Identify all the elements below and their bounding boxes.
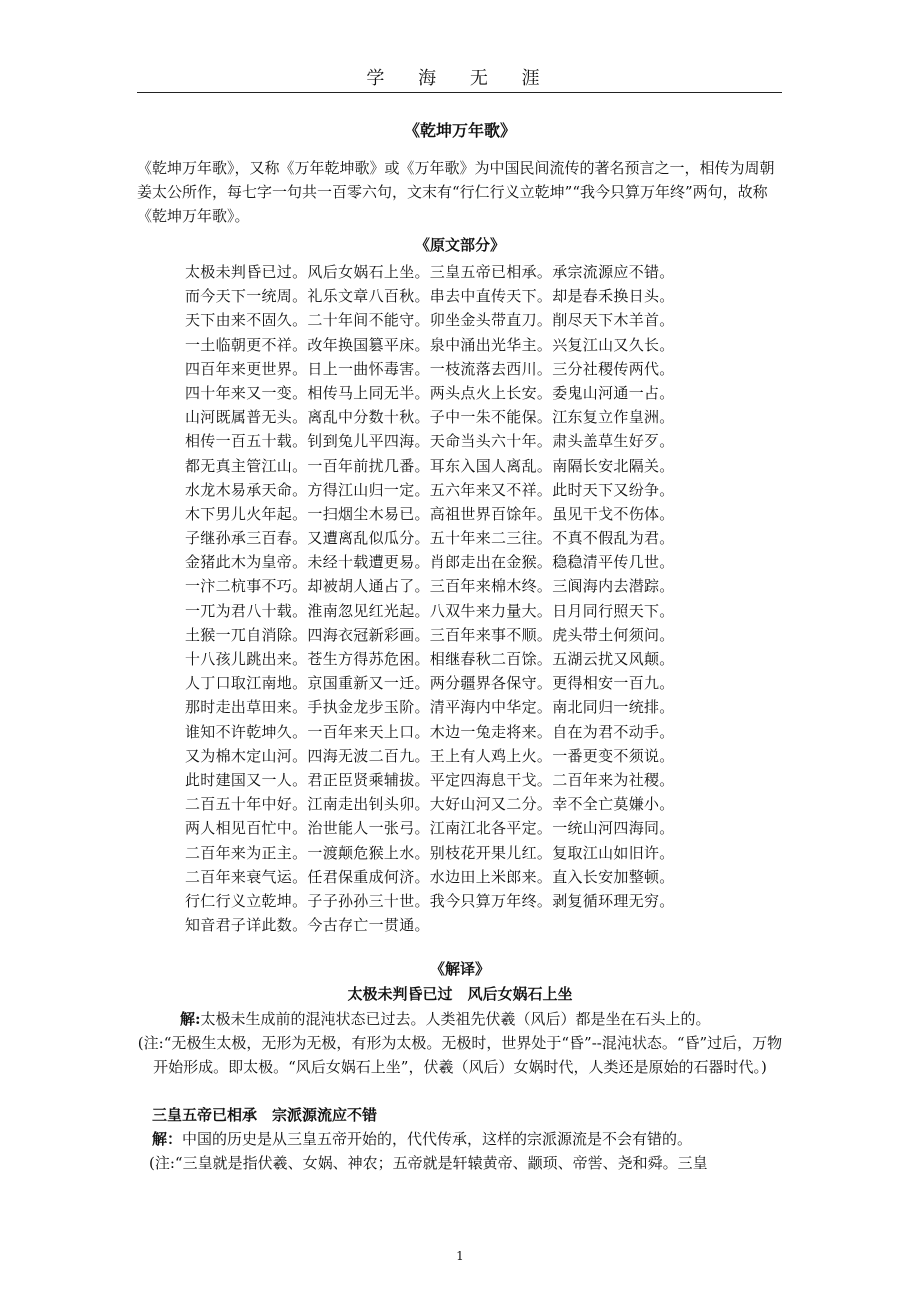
poem-line: 此时建国又一人。君正臣贤乘辅拔。平定四海息干戈。二百年来为社稷。: [185, 770, 675, 789]
poem-line: 金猪此木为皇帝。未经十载遭更易。肖郎走出在金猴。稳稳清平传几世。: [185, 553, 675, 572]
header-rule: [137, 92, 782, 93]
poem-line: 二百五十年中好。江南走出钊头卯。大好山河又二分。幸不全亡莫嫌小。: [185, 795, 675, 814]
poem-line: 二百年来衰气运。任君保重成何济。水边田上米郎来。直入长安加整顿。: [185, 867, 675, 886]
poem-line: 山河既属普无头。离乱中分数十秋。子中一朱不能保。江东复立作皇洲。: [185, 408, 675, 427]
poem-line: 人丁口取江南地。京国重新又一迁。两分疆界各保守。更得相安一百九。: [185, 674, 675, 693]
poem-line: 一兀为君八十载。淮南忽见红光起。八双牛来力量大。日月同行照天下。: [185, 601, 675, 620]
document-title: 《乾坤万年歌》: [403, 121, 516, 140]
poem-line: 水龙木易承天命。方得江山归一定。五六年来又不祥。此时天下又纷争。: [185, 480, 675, 499]
original-heading: 《原文部分》: [414, 236, 505, 254]
explanation-text: 中国的历史是从三皇五帝开始的，代代传承，这样的宗派源流是不会有错的。: [182, 1130, 693, 1148]
poem-line: 那时走出草田来。手执金龙步玉阶。清平海内中华定。南北同归一统排。: [185, 698, 675, 717]
poem-line: 知音君子详此数。今古存亡一贯通。: [185, 916, 430, 935]
explanation-1: [180, 1007, 780, 1031]
intro-paragraph: 《乾坤万年歌》，又称《万年乾坤歌》或《万年歌》为中国民间流传的著名预言之一，相传为周朝姜太公所作，每七字一句共一百零六句，文末有“行仁行义立乾坤”“我今只算万年终”两句，故称《乾坤万年歌》。: [137, 159, 775, 225]
poem-line: 二百年来为正主。一渡颠危猴上水。别枝花开果儿红。复取江山如旧许。: [185, 843, 675, 862]
explanation-2: [152, 1127, 782, 1151]
poem-line: 天下由来不固久。二十年间不能守。卯坐金头带直刀。削尽天下木羊首。: [185, 311, 675, 330]
note-2: (注:“三皇就是指伏羲、女娲、神农；五帝就是轩辕黄帝、颛顼、帝喾、尧和舜。三皇: [149, 1154, 708, 1172]
explanation-label: 解:: [180, 1010, 201, 1028]
poem-line: 相传一百五十载。钊到兔儿平四海。天命当头六十年。肃头盖草生好歹。: [185, 432, 675, 451]
poem-line: 一土临朝更不祥。改年换国篡平床。泉中涌出光华主。兴复江山又久长。: [185, 335, 675, 354]
verse-heading-1: 太极未判昏已过 风后女娲石上坐: [347, 985, 573, 1003]
explanation-label: 解：: [152, 1130, 183, 1148]
verse-heading-2: 三皇五帝已相承 宗派源流应不错: [152, 1106, 378, 1124]
explanation-text: 太极未生成前的混沌状态已过去。人类祖先伏羲（风后）都是坐在石头上的。: [200, 1010, 711, 1028]
poem-line: 两人相见百忙中。治世能人一张弓。江南江北各平定。一统山河四海同。: [185, 819, 675, 838]
poem-line: 土猴一兀自消除。四海衣冠新彩画。三百年来事不顺。虎头带土何须问。: [185, 625, 675, 644]
poem-line: 又为棉木定山河。四海无波二百九。王上有人鸡上火。一番更变不须说。: [185, 746, 675, 765]
poem-lines: [185, 260, 745, 937]
poem-line: 四百年来更世界。日上一曲怀毒害。一枝流落去西川。三分社稷传两代。: [185, 359, 675, 378]
page-number: 1: [456, 1249, 464, 1263]
note-1: (注:“无极生太极，无形为无极，有形为太极。无极时，世界处于“昏”--混沌状态。“昏”过后，万物开始形成。即太极。“风后女娲石上坐”，伏羲（风后）女娲时代，人类还是原始的石器时代。): [137, 1034, 783, 1076]
explanation-heading: 《解译》: [429, 960, 490, 978]
poem-line: 一汴二杭事不巧。却被胡人通占了。三百年来棉木终。三阆海内去潜踪。: [185, 577, 675, 596]
running-header: 学 海 无 涯: [366, 68, 554, 89]
poem-line: 四十年来又一变。相传马上同无半。两头点火上长安。委鬼山河通一占。: [185, 383, 675, 402]
poem-line: 太极未判昏已过。风后女娲石上坐。三皇五帝已相承。承宗流源应不错。: [185, 263, 675, 281]
poem-line: 而今天下一统周。礼乐文章八百秋。串去中直传天下。却是春禾换日头。: [185, 287, 675, 306]
poem-line: 十八孩儿跳出来。苍生方得苏危困。相继春秋二百馀。五湖云扰又风颠。: [185, 650, 675, 668]
poem-line: 子继孙承三百春。又遭离乱似瓜分。五十年来二三往。不真不假乱为君。: [185, 529, 675, 548]
poem-line: 木下男儿火年起。一扫烟尘木易已。高祖世界百馀年。虽见干戈不伤体。: [185, 504, 675, 523]
poem-line: 谁知不许乾坤久。一百年来天上口。木边一兔走将来。自在为君不动手。: [185, 722, 675, 741]
poem-line: 行仁行义立乾坤。子子孙孙三十世。我今只算万年终。剥复循环理无穷。: [185, 891, 675, 910]
poem-line: 都无真主管江山。一百年前扰几番。耳东入国人离乱。南隔长安北隔关。: [185, 456, 675, 475]
